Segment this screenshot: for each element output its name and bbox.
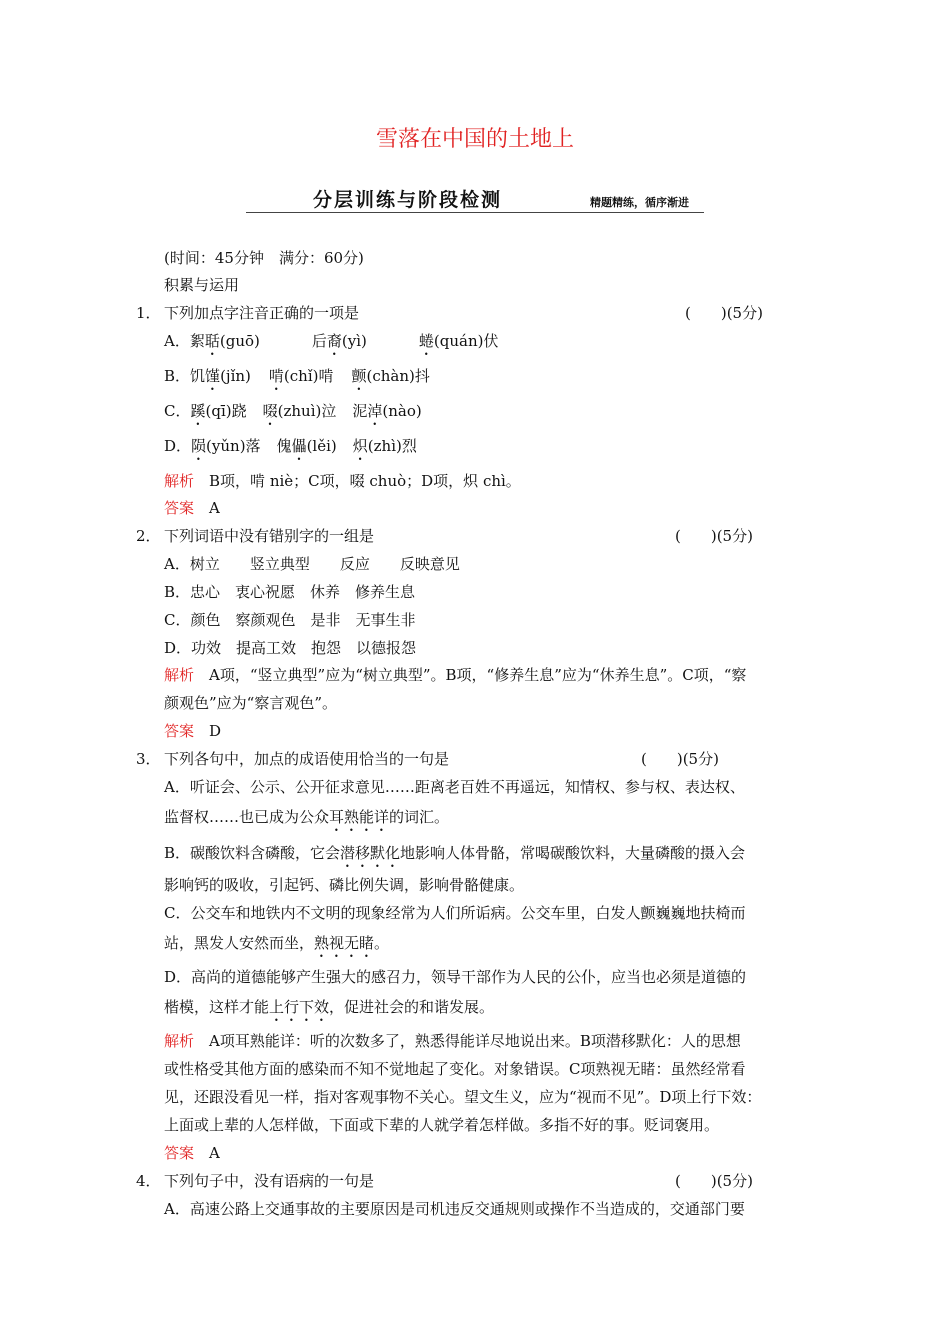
- q3-stem: 下列各句中，加点的成语使用恰当的一句是: [164, 750, 450, 768]
- q4-number: 4．: [136, 1172, 161, 1190]
- dotted-idiom: 上行下效: [269, 998, 330, 1016]
- q2-option-d: D．功效 提高工效 抱怨 以德报怨: [164, 639, 417, 657]
- q1-answer: 答案 A: [164, 499, 220, 517]
- q3-answer: 答案 A: [164, 1144, 220, 1162]
- analysis-label: 解析: [164, 1032, 195, 1050]
- q3-option-c: C．公交车和地铁内不文明的现象经常为人们所诟病。公交车里，白发人颤巍巍地扶椅而: [164, 904, 746, 922]
- q2-option-a: A．树立 竖立典型 反应 反映意见: [164, 555, 460, 573]
- q3-option-a: A．听证会、公示、公开征求意见……距离老百姓不再遥远，知情权、参与权、表达权、: [164, 778, 745, 796]
- dotted-idiom: 耳熟能详: [329, 808, 390, 826]
- q2-stem: 下列词语中没有错别字的一组是: [164, 527, 375, 545]
- dotted-idiom: 熟视无睹: [314, 934, 375, 952]
- q3-analysis-cont-1: 或性格受其他方面的感染而不知不觉地起了变化。对象错误。C项熟视无睹：虽然经常看: [164, 1060, 746, 1078]
- exam-time-info: (时间：45分钟 满分：60分): [164, 249, 364, 267]
- q1-number: 1．: [136, 304, 161, 322]
- q3-mark: ( )(5分): [641, 750, 719, 768]
- q2-analysis-cont: 颜观色”应为“察言观色”。: [164, 694, 338, 712]
- q1-option-c: C．蹊(qī)跷 啜(zhuì)泣 泥淖(nào): [164, 402, 422, 420]
- q2-analysis: 解析 A项，“竖立典型”应为“树立典型”。B项，“修养生息”应为“休养生息”。C项，“察: [164, 666, 747, 684]
- dotted-idiom: 潜移默化: [340, 844, 401, 862]
- q3-analysis: 解析 A项耳熟能详：听的次数多了，熟悉得能详尽地说出来。B项潜移默化：人的思想: [164, 1032, 741, 1050]
- q2-option-b: B．忠心 衷心祝愿 休养 修养生息: [164, 583, 416, 601]
- document-title: 雪落在中国的土地上: [375, 127, 574, 152]
- section-heading: 积累与运用: [164, 276, 240, 294]
- q4-option-a: A．高速公路上交通事故的主要原因是司机违反交通规则或操作不当造成的，交通部门要: [164, 1200, 745, 1218]
- analysis-label: 解析: [164, 666, 195, 684]
- q3-option-d: D．高尚的道德能够产生强大的感召力，领导干部作为人民的公仆，应当也必须是道德的: [164, 968, 747, 986]
- section-banner-tagline: 精题精练，循序渐进: [590, 196, 689, 209]
- q1-option-a: A．絮聒(guō) 后裔(yì) 蜷(quán)伏: [164, 332, 499, 350]
- q4-mark: ( )(5分): [675, 1172, 753, 1190]
- answer-label: 答案: [164, 499, 195, 517]
- q3-option-a-cont: 监督权……也已成为公众耳熟能详的词汇。: [164, 808, 450, 826]
- answer-label: 答案: [164, 1144, 195, 1162]
- q4-stem: 下列句子中，没有语病的一句是: [164, 1172, 375, 1190]
- analysis-label: 解析: [164, 472, 195, 490]
- q3-option-b-cont: 影响钙的吸收，引起钙、磷比例失调，影响骨骼健康。: [164, 876, 525, 894]
- q3-number: 3．: [136, 750, 161, 768]
- q2-mark: ( )(5分): [675, 527, 753, 545]
- q3-option-b: B．碳酸饮料含磷酸，它会潜移默化地影响人体骨骼，常喝碳酸饮料，大量磷酸的摄入会: [164, 844, 746, 862]
- q2-answer: 答案 D: [164, 722, 222, 740]
- q3-option-d-cont: 楷模，这样才能上行下效，促进社会的和谐发展。: [164, 998, 495, 1016]
- section-banner-heading: 分层训练与阶段检测: [313, 189, 503, 211]
- q1-analysis: 解析 B项，啃 niè；C项，啜 chuò；D项，炽 chì。: [164, 472, 521, 490]
- q1-mark: ( )(5分): [685, 304, 763, 322]
- q1-option-d: D．陨(yǔn)落 傀儡(lěi) 炽(zhì)烈: [164, 437, 417, 455]
- answer-label: 答案: [164, 722, 195, 740]
- q1-stem: 下列加点字注音正确的一项是: [164, 304, 360, 322]
- banner-divider: [246, 212, 704, 213]
- q3-option-c-cont: 站，黑发人安然而坐，熟视无睹。: [164, 934, 390, 952]
- q3-analysis-cont-2: 见，还跟没看见一样，指对客观事物不关心。望文生义，应为“视而不见”。D项上行下效：: [164, 1088, 762, 1106]
- q1-option-b: B．饥馑(jǐn) 啃(chǐ)啃 颤(chàn)抖: [164, 367, 430, 385]
- q3-analysis-cont-3: 上面或上辈的人怎样做，下面或下辈的人就学着怎样做。多指不好的事。贬词褒用。: [164, 1116, 720, 1134]
- q2-option-c: C．颜色 察颜观色 是非 无事生非: [164, 611, 416, 629]
- q2-number: 2．: [136, 527, 161, 545]
